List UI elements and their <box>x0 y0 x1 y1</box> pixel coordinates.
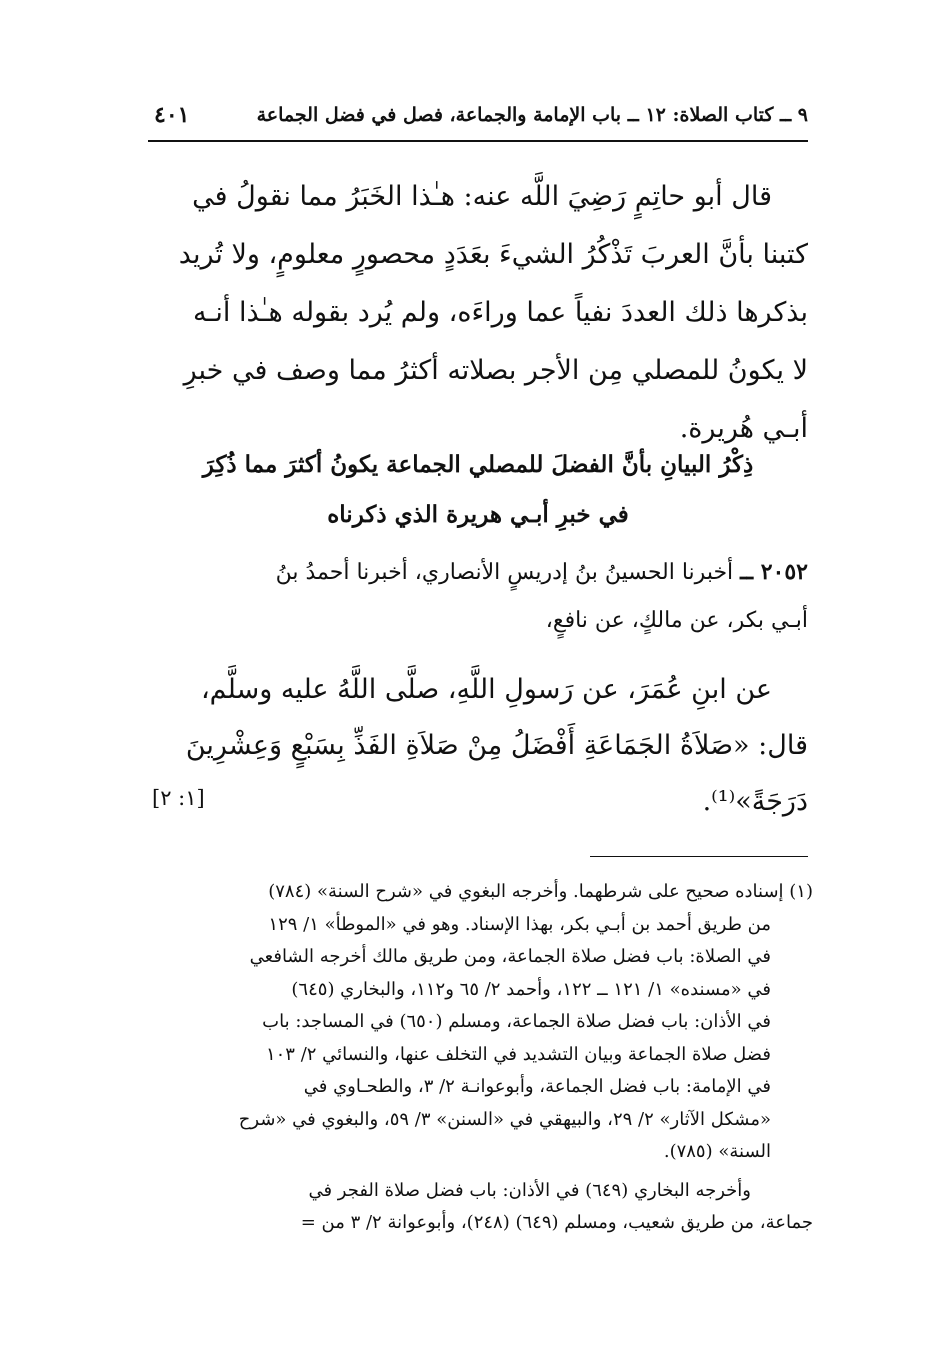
running-head <box>148 100 808 142</box>
footnote-line: في «مسنده» ١/ ١٢١ ــ ١٢٢، وأحمد ٢/ ٦٥ و١١٢، والبخاري (٦٤٥) <box>291 978 771 1000</box>
isnad-line <box>148 548 808 597</box>
text-line: لا يكونُ للمصلي مِن الأجر بصلاته أكثرُ مما وصف في خبرِ <box>183 355 808 386</box>
text-line: أبـي هُريرة. <box>679 413 808 444</box>
chapter-title: ٩ ــ كتاب الصلاة: ١٢ ــ باب الإمامة والجماعة، فصل في فضل الجماعة <box>256 104 808 126</box>
hadith-number: ٢٠٥٢ ــ <box>740 559 808 585</box>
hadith-matn <box>148 662 808 830</box>
footnote-line: من طريق أحمد بن أبـي بكر، بهذا الإسناد. وهو في «الموطأ» ١/ ١٢٩ <box>268 913 771 935</box>
commentary-paragraph <box>148 168 808 458</box>
section-heading <box>148 440 808 540</box>
footnote-line: فضل صلاة الجماعة وبيان التشديد في التخلف عنها، والنسائي ٢/ ١٠٣ <box>265 1043 771 1065</box>
text-line: كتبنا بأنَّ العربَ تَذْكُرُ الشيءَ بعَدَدٍ محصورٍ معلومٍ، ولا تُريد <box>178 239 808 270</box>
footnote-line: في الصلاة: باب فضل صلاة الجماعة، ومن طريق مالك أخرجه الشافعي <box>249 946 771 967</box>
text-line: قال أبو حاتِمٍ رَضِيَ اللَّه عنه: هـٰذا الخَبَرُ مما نقولُ في <box>192 181 772 212</box>
footnotes <box>148 876 813 1240</box>
matn-line: قال: «صَلاَةُ الجَمَاعَةِ أَفْضَلُ مِنْ صَلاَةِ الفَذِّ بِسَبْعٍ وَعِشْرِينَ <box>185 730 808 761</box>
footnote-line: في الإمامة: باب فضل الجماعة، وأبوعوانـة ٢/ ٣، والطحـاوي في <box>303 1076 771 1097</box>
footnote-line: (١) إسناده صحيح على شرطهما. وأخرجه البغوي في «شرح السنة» (٧٨٤) <box>268 881 813 902</box>
footnote-line: في الأذان: باب فضل صلاة الجماعة، ومسلم (٦٥٠) في المساجد: باب <box>262 1011 771 1032</box>
page-number: ٤٠١ <box>154 102 190 128</box>
hadith-reference: [١: ٢] <box>152 786 205 810</box>
heading-line: في خبرِ أبـي هريرة الذي ذكرناه <box>327 501 629 528</box>
text-line: بذكرها ذلك العددَ نفياً عما وراءَه، ولم يُرد بقوله هـٰذا أنـه <box>192 297 808 328</box>
isnad-text: أخبرنا الحسينُ بنُ إدريسٍ الأنصاري، أخبرنا أحمدُ بنُ <box>275 560 734 585</box>
matn-line: دَرَجَةً»⁽¹⁾. <box>702 786 808 817</box>
footnote-line: السنة» (٧٨٥). <box>663 1141 771 1162</box>
matn-line: عن ابنِ عُمَرَ، عن رَسولِ اللَّهِ، صلَّى اللَّهُ عليه وسلَّم، <box>200 674 772 705</box>
footnote-line: «مشكل الآثار» ٢/ ٢٩، والبيهقي في «السنن» ٣/ ٥٩، والبغوي في «شرح <box>238 1108 771 1130</box>
hadith-isnad <box>148 548 808 645</box>
isnad-line: أبـي بكر، عن مالكٍ، عن نافعٍ، <box>545 608 808 633</box>
footnote-divider <box>590 856 808 857</box>
heading-line: ذِكْرُ البيانِ بأنَّ الفضلَ للمصلي الجماعة يكونُ أكثرَ مما ذُكِرَ <box>202 451 754 478</box>
footnote-line: جماعة، من طريق شعيب، ومسلم (٦٤٩) (٢٤٨)، وأبوعوانة ٢/ ٣ من = <box>300 1212 813 1233</box>
footnote-line: وأخرجه البخاري (٦٤٩) في الأذان: باب فضل صلاة الفجر في <box>308 1179 751 1201</box>
